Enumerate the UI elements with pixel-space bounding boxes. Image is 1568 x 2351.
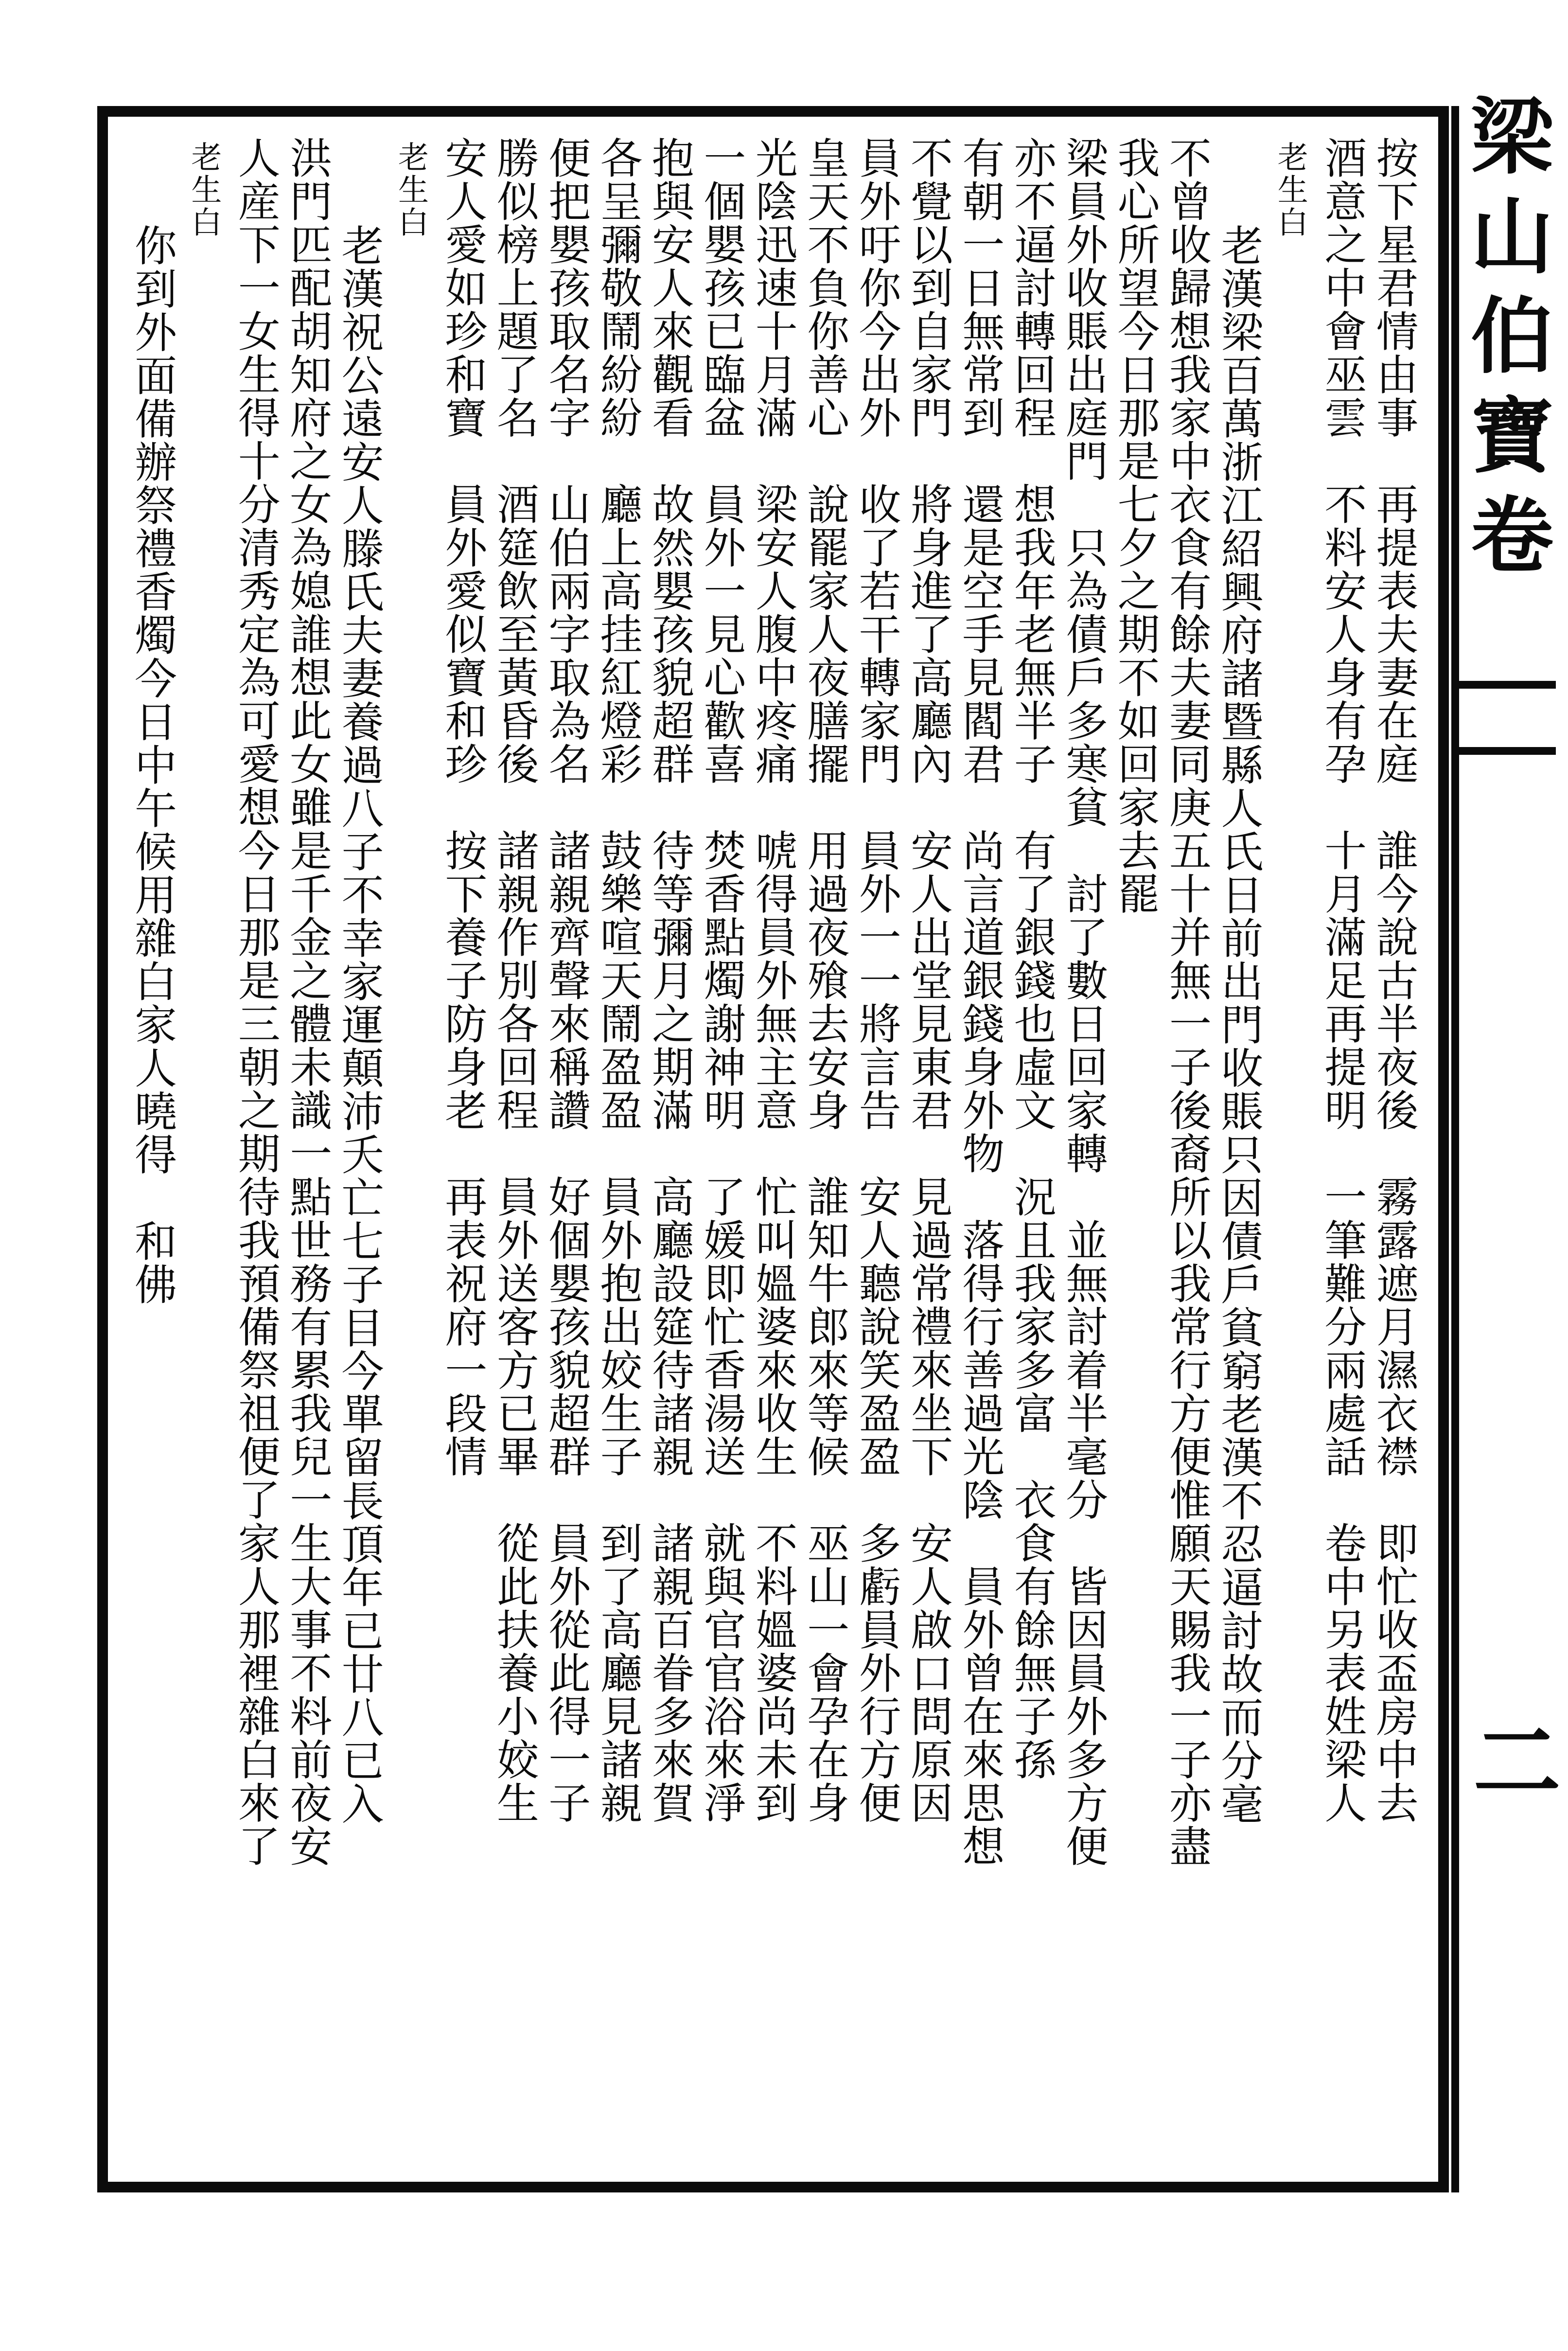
text-column: 梁員外收賬出庭門 只為債戶多寒貧 討了數日回家轉 並無討着半毫分 皆因員外多方便: [1058, 136, 1109, 1868]
text-column: 光陰迅速十月滿 梁安人腹中疼痛 唬得員外無主意 忙叫媼婆來收生 不料媼婆尚未到: [748, 136, 798, 1824]
text-column: 不曾收歸想我家中衣食有餘夫妻同庚五十并無一子後裔所以我常行方便惟願天賜我一子亦盡: [1162, 136, 1212, 1868]
title-char: 山: [1470, 188, 1553, 285]
text-column: 人産下一女生得十分清秀定為可愛想今日那是三朝之期待我預備祭祖便了家人那裡雜白來了: [230, 136, 281, 1868]
title-char: 梁: [1470, 89, 1553, 186]
text-column: 亦不逼討轉回程 想我年老無半子 有了銀錢也虛文 況且我家多富 衣食有餘無子孫: [1006, 136, 1057, 1781]
text-column: 按下星君情由事 再提表夫妻在庭 誰今說古半夜後 霧露遮月濕衣襟 即忙收盃房中去: [1369, 136, 1419, 1824]
text-column: 酒意之中會巫雲 不料安人身有孕 十月滿足再提明 一筆難分兩處話 卷中另表姓梁人: [1317, 136, 1367, 1824]
speaker-marker: 老生白: [393, 141, 429, 239]
text-column: 便把嬰孩取名字 山伯兩字取為名 諸親齊聲來稱讚 好個嬰孩貌超群 員外從此得一子: [541, 136, 591, 1824]
speaker-marker: 老生白: [186, 141, 222, 239]
margin-rule: [1451, 106, 1459, 2192]
text-column: 抱與安人來觀看 故然嬰孩貌超群 待等彌月之期滿 高廳設筵待諸親 諸親百眷多來賀: [645, 136, 694, 1824]
text-column: 各呈彌敬鬧紛紛 廳上高挂紅燈彩 鼓樂喧天鬧盈盈 員外抱出姣生子 到了高廳見諸親: [593, 136, 643, 1824]
text-column: 員外吁你今出外 收了若干轉家門 員外一一將言告 安人聽說笑盈盈 多虧員外行方便: [851, 136, 901, 1824]
running-title: [1466, 88, 1558, 586]
text-column: 勝似榜上題了名 酒筵飲至黃昏後 諸親作別各回程 員外送客方已畢 從此扶養小姣生: [489, 136, 539, 1824]
title-char: 卷: [1470, 487, 1553, 585]
title-char: 寶: [1470, 388, 1553, 485]
speaker-marker: 老生白: [1272, 141, 1308, 239]
text-column: 洪門匹配胡知府之女為媳誰想此女雖是千金之體未識一點世務有累我兒一生大事不料前夜安: [282, 136, 333, 1868]
text-column: 老漢梁百萬浙江紹興府諸暨縣人氏日前出門收賬只因債戶貧窮老漢不忍逼討故而分毫: [1214, 224, 1264, 1825]
text-column: 老漢祝公遠安人滕氏夫妻養過八子不幸家運顛沛夭亡七子目今單留長頂年已廿八已入: [334, 224, 384, 1825]
fish-tail-mark: [1454, 681, 1556, 755]
text-column: 一個嬰孩已臨盆 員外一見心歡喜 焚香點燭謝神明 了媛即忙香湯送 就與官官浴來淨: [696, 136, 746, 1824]
text-column: 安人愛如珍和寶 員外愛似寶和珍 按下養子防身老 再表祝府一段情: [438, 136, 488, 1478]
text-column: 皇天不負你善心 說罷家人夜膳擺 用過夜飱去安身 誰知牛郎來等候 巫山一會孕在身: [800, 136, 850, 1824]
text-column: 你到外面備辦祭禮香燭今日中午候用雜白家人曉得 和佛: [127, 224, 177, 1306]
text-body: [117, 122, 1429, 2174]
text-column: 不覺以到自家門 將身進了高廳內 安人出堂見東君 見過常禮來坐下 安人啟口問原因: [903, 136, 953, 1824]
title-char: 伯: [1470, 288, 1553, 385]
text-column: 我心所望今日那是七夕之期不如回家去罷: [1110, 136, 1160, 915]
folio-number: 二: [1473, 1711, 1561, 1814]
text-column: 有朝一日無常到 還是空手見閻君 尚言道銀錢身外物 落得行善過光陰 員外曾在來思想: [955, 136, 1005, 1868]
